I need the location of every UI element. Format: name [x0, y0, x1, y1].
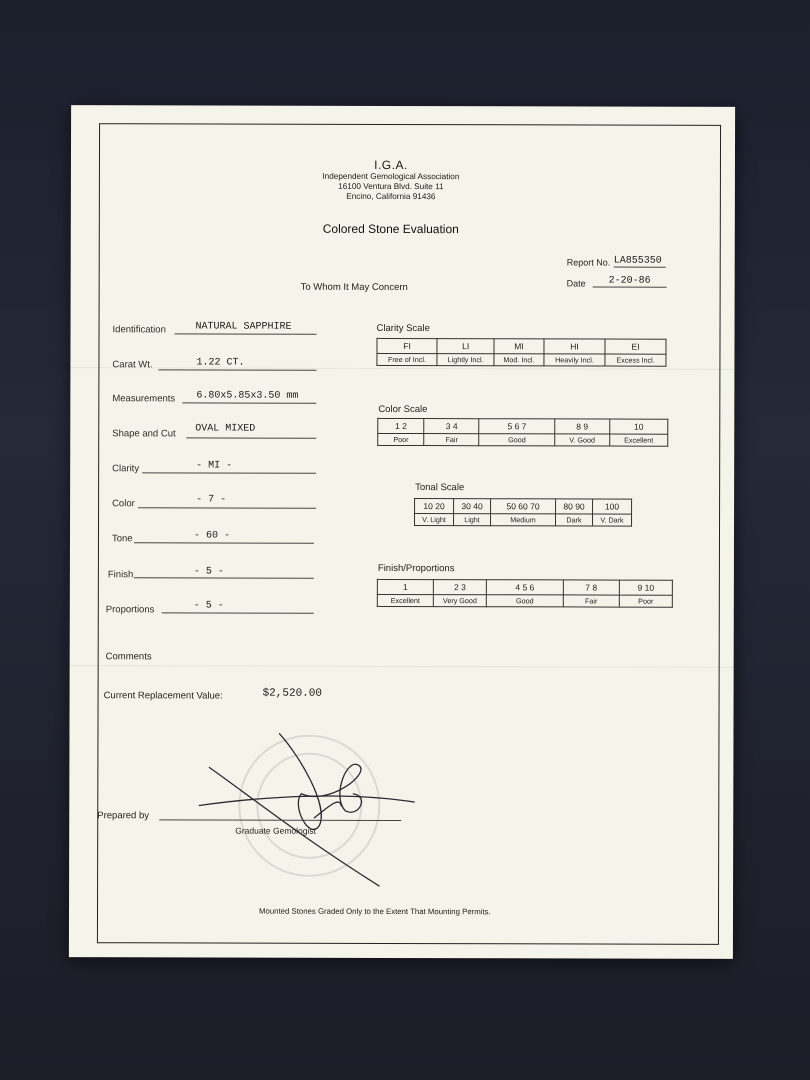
- color-desc-cell: Good: [479, 434, 554, 446]
- finish-desc-cell: Excellent: [377, 594, 433, 606]
- org-short-name: I.G.A.: [374, 157, 408, 173]
- tonal-number-cell: 80 90: [556, 499, 593, 514]
- signature-and-seal: [69, 105, 735, 959]
- color-number-cell: 10: [610, 419, 668, 434]
- replacement-value-label: Current Replacement Value:: [103, 690, 223, 702]
- tonal-desc-cell: V. Dark: [592, 514, 631, 526]
- field-tone-value: - 60 -: [193, 530, 231, 542]
- tonal-desc-cell: Medium: [490, 514, 555, 526]
- field-finish-label: Finish: [107, 569, 134, 581]
- finish-desc-cell: Poor: [619, 595, 672, 607]
- clarity-desc-cell: Free of Incl.: [377, 353, 437, 365]
- finish-desc-cell: Very Good: [433, 595, 486, 607]
- clarity-grade-cell: MI: [494, 339, 544, 354]
- field-carat-value: 1.22 CT.: [196, 357, 245, 369]
- tonal-number-cell: 100: [592, 499, 631, 514]
- tonal-number-cell: 30 40: [454, 499, 491, 514]
- clarity-desc-cell: Mod. Incl.: [494, 354, 544, 366]
- footer-note: Mounted Stones Graded Only to the Extent That Mounting Permits.: [258, 906, 491, 917]
- prepared-by-label: Prepared by: [97, 810, 150, 822]
- finish-number-cell: 7 8: [563, 580, 619, 595]
- date-value: 2-20-86: [593, 275, 667, 287]
- color-desc-cell: Fair: [424, 434, 479, 446]
- report-no-label: Report No.: [566, 257, 611, 268]
- field-measurements-label: Measurements: [112, 393, 176, 405]
- tonal-desc-cell: Light: [454, 514, 491, 526]
- comments-label: Comments: [105, 651, 152, 663]
- report-no-value: LA855350: [614, 256, 666, 268]
- color-number-cell: 3 4: [424, 419, 479, 434]
- color-number-cell: 5 6 7: [479, 419, 554, 434]
- signature-ink: [199, 733, 414, 886]
- field-shape-label: Shape and Cut: [112, 428, 176, 440]
- color-desc-cell: Poor: [378, 433, 424, 445]
- certificate-paper: [69, 105, 735, 959]
- field-proportions-label: Proportions: [105, 604, 155, 616]
- color-number-cell: 8 9: [555, 419, 610, 434]
- color-scale-title: Color Scale: [378, 403, 428, 416]
- field-clarity-value: - MI -: [196, 460, 233, 472]
- field-tone-label: Tone: [111, 533, 133, 545]
- tonal-number-cell: 50 60 70: [490, 499, 555, 514]
- field-measurements-value: 6.80x5.85x3.50 mm: [196, 390, 299, 402]
- color-desc-cell: V. Good: [555, 434, 610, 446]
- finish-number-cell: 1: [377, 579, 433, 594]
- field-color-value: - 7 -: [196, 494, 227, 506]
- field-identification-label: Identification: [112, 324, 166, 336]
- finish-desc-cell: Good: [486, 595, 563, 607]
- finish-scale-title: Finish/Proportions: [377, 562, 455, 575]
- clarity-desc-cell: Heavily Incl.: [544, 354, 605, 366]
- field-carat-label: Carat Wt.: [112, 359, 153, 371]
- clarity-grade-cell: HI: [544, 339, 605, 354]
- clarity-grade-cell: FI: [377, 338, 437, 353]
- finish-number-cell: 4 5 6: [486, 580, 563, 595]
- date-label: Date: [566, 278, 586, 289]
- color-number-cell: 1 2: [378, 418, 424, 433]
- clarity-grade-cell: LI: [437, 339, 494, 354]
- finish-desc-cell: Fair: [563, 595, 619, 607]
- field-finish-value: - 5 -: [193, 566, 224, 578]
- clarity-scale-title: Clarity Scale: [376, 322, 430, 335]
- finish-number-cell: 2 3: [433, 580, 486, 595]
- field-proportions-value: - 5 -: [193, 600, 224, 612]
- clarity-desc-cell: Lightly Incl.: [437, 354, 494, 366]
- clarity-grade-cell: EI: [605, 339, 666, 354]
- field-color-label: Color: [112, 498, 135, 510]
- field-identification-value: NATURAL SAPPHIRE: [195, 321, 292, 333]
- replacement-value: $2,520.00: [262, 687, 323, 700]
- tonal-number-cell: 10 20: [415, 499, 454, 514]
- field-clarity-label: Clarity: [112, 463, 140, 475]
- field-shape-value: OVAL MIXED: [195, 423, 256, 435]
- org-address-line1: 16100 Ventura Blvd. Suite 11: [338, 181, 444, 192]
- graduate-gemologist-label: Graduate Gemologist: [235, 825, 317, 836]
- org-full-name: Independent Gemological Association: [322, 171, 460, 182]
- salutation: To Whom It May Concern: [300, 281, 408, 294]
- tonal-desc-cell: Dark: [556, 514, 593, 526]
- color-desc-cell: Excellent: [610, 434, 668, 446]
- finish-number-cell: 9 10: [619, 580, 672, 595]
- clarity-desc-cell: Excess Incl.: [605, 354, 666, 366]
- tonal-desc-cell: V. Light: [415, 514, 454, 526]
- embossed-seal: [239, 736, 379, 876]
- tonal-scale-title: Tonal Scale: [415, 482, 465, 494]
- document-title: Colored Stone Evaluation: [322, 221, 459, 237]
- org-address-line2: Encino, California 91436: [346, 191, 436, 202]
